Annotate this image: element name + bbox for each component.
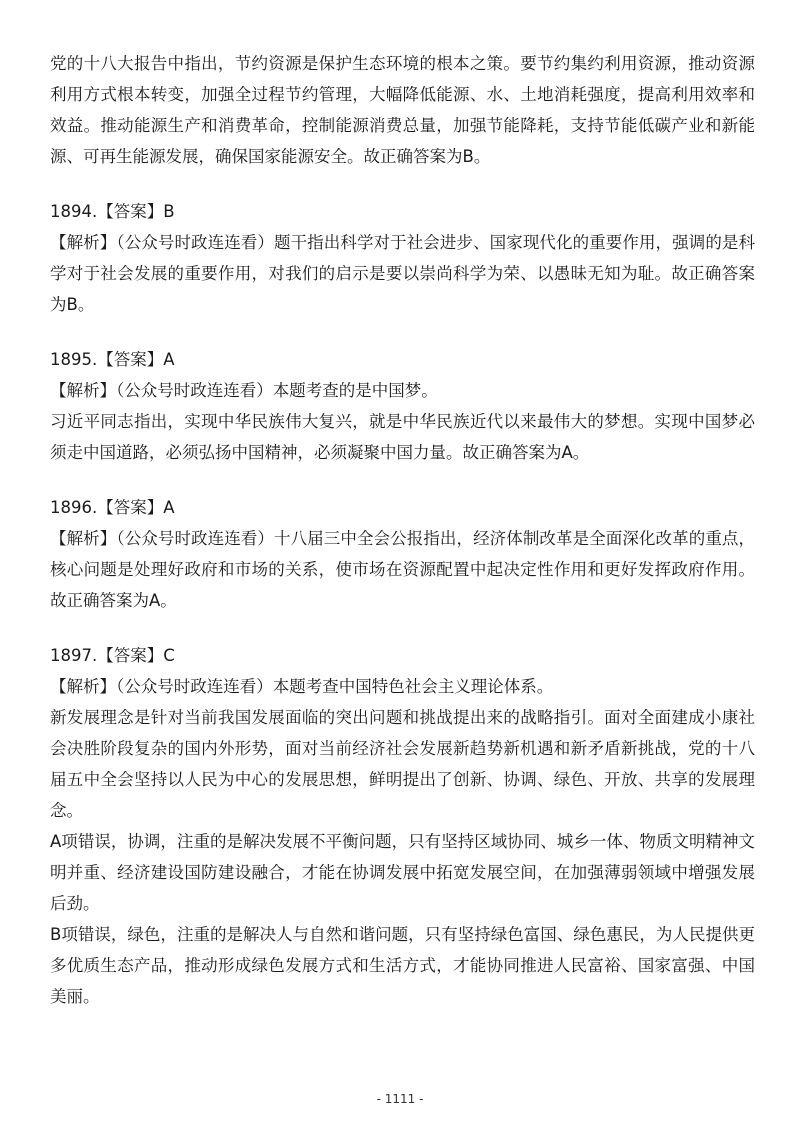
analysis-paragraph	[50, 375, 755, 406]
analysis-paragraph	[50, 227, 755, 320]
analysis-label: 【解析】	[50, 677, 116, 696]
document-page	[50, 48, 755, 1012]
answer-label: 【答案】	[97, 350, 164, 369]
question-1897	[50, 640, 755, 1012]
answer-line	[50, 196, 755, 227]
analysis-paragraph: 习近平同志指出，实现中华民族伟大复兴，就是中华民族近代以来最伟大的梦想。实现中国梦必须走中国道路，必须弘扬中国精神，必须凝聚中国力量。故正确答案为A。	[50, 412, 755, 462]
answer-label: 【答案】	[97, 202, 164, 221]
question-1896	[50, 492, 755, 616]
answer-value: A	[163, 350, 175, 369]
analysis-paragraph: A项错误，协调，注重的是解决发展不平衡问题，只有坚持区域协同、城乡一体、物质文明精神文明并重、经济建设国防建设融合，才能在协调发展中拓宽发展空间，在加强薄弱领域中增强发展后劲。	[50, 832, 755, 913]
question-1895	[50, 344, 755, 468]
page-number: - 1111 -	[376, 1092, 424, 1106]
analysis-text: （公众号时政连连看）本题考查的是中国梦。	[116, 381, 438, 400]
analysis-label: 【解析】	[50, 381, 116, 400]
answer-value: C	[163, 646, 175, 665]
question-number: 1894.	[50, 202, 98, 221]
question-1894	[50, 196, 755, 320]
analysis-paragraph: B项错误，绿色，注重的是解决人与自然和谐问题，只有坚持绿色富国、绿色惠民，为人民提供更多优质生态产品，推动形成绿色发展方式和生活方式，才能协同推进人民富裕、国家富强、中国美丽。	[50, 925, 755, 1006]
analysis-paragraph	[50, 671, 755, 702]
question-number: 1895.	[50, 350, 98, 369]
analysis-label: 【解析】	[50, 233, 117, 252]
intro-paragraph: 党的十八大报告中指出，节约资源是保护生态环境的根本之策。要节约集约利用资源，推动资源利用方式根本转变，加强全过程节约管理，大幅降低能源、水、土地消耗强度，提高利用效率和效益。推动能源生产和消费革命，控制能源消费总量，加强节能降耗，支持节能低碳产业和新能源、可再生能源发展，确保国家能源安全。故正确答案为B。	[50, 54, 755, 166]
answer-line	[50, 640, 755, 671]
analysis-paragraph: 新发展理念是针对当前我国发展面临的突出问题和挑战提出来的战略指引。面对全面建成小康社会决胜阶段复杂的国内外形势，面对当前经济社会发展新趋势新机遇和新矛盾新挑战，党的十八届五中全会坚持以人民为中心的发展思想，鲜明提出了创新、协调、绿色、开放、共享的发展理念。	[50, 708, 755, 820]
answer-value: A	[163, 498, 175, 517]
analysis-text: （公众号时政连连看）本题考查中国特色社会主义理论体系。	[116, 677, 554, 696]
analysis-label: 【解析】	[50, 529, 117, 548]
answer-value: B	[163, 202, 175, 221]
answer-line	[50, 492, 755, 523]
analysis-paragraph	[50, 523, 755, 616]
answer-label: 【答案】	[97, 646, 164, 665]
answer-label: 【答案】	[97, 498, 164, 517]
question-number: 1896.	[50, 498, 98, 517]
answer-line	[50, 344, 755, 375]
analysis-text: （公众号时政连连看）题干指出科学对于社会进步、国家现代化的重要作用，强调的是科学对于社会发展的重要作用，对我们的启示是要以崇尚科学为荣、以愚昧无知为耻。故正确答案为B。	[50, 233, 756, 314]
analysis-text: （公众号时政连连看）十八届三中全会公报指出，经济体制改革是全面深化改革的重点，核心问题是处理好政府和市场的关系，使市场在资源配置中起决定性作用和更好发挥政府作用。故正确答案为A。	[50, 529, 756, 610]
question-number: 1897.	[50, 646, 98, 665]
